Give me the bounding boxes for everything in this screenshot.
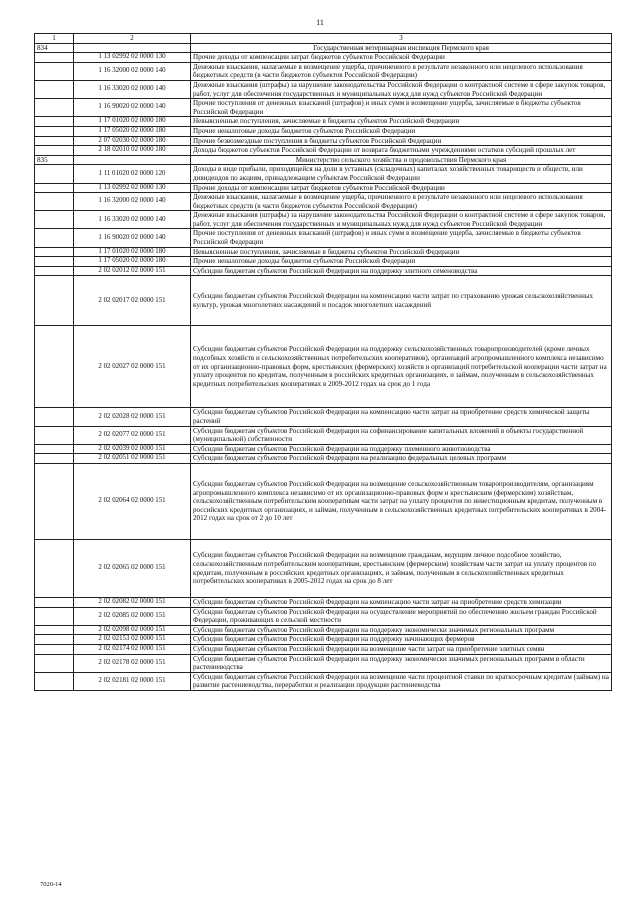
income-name-cell: Субсидии бюджетам субъектов Российской Федерации на поддержку начинающих фермеров: [191, 635, 612, 645]
org-header-row: [35, 43, 612, 53]
admin-code-cell: [35, 598, 74, 608]
admin-code-cell: [35, 80, 74, 98]
table-row: [35, 247, 612, 257]
income-name-cell: Субсидии бюджетам субъектов Российской Федерации на поддержку элитного семеноводства: [191, 266, 612, 276]
admin-code-cell: [35, 183, 74, 193]
table-row: [35, 62, 612, 80]
income-name-cell: Денежные взыскания, налагаемые в возмещение ущерба, причиненного в результате незаконного или нецелевого использования бюджетных средств (в части бюджетов субъектов Российской Федерации): [191, 62, 612, 80]
table-row: [35, 117, 612, 127]
admin-code-cell: [35, 136, 74, 146]
income-name-cell: Доходы в виде прибыли, приходящейся на доли в уставных (складочных) капиталах хозяйственных товариществ и обществ, или дивидендов по акциям, принадлежащим субъектам Российской Федерации: [191, 165, 612, 183]
income-name-cell: Прочие доходы от компенсации затрат бюджетов субъектов Российской Федерации: [191, 53, 612, 63]
income-code-cell: 2 02 02027 02 0000 151: [74, 326, 191, 408]
income-name-cell: Невыясненные поступления, зачисляемые в бюджеты субъектов Российской Федерации: [191, 117, 612, 127]
table-row: [35, 540, 612, 598]
admin-code-cell: [35, 62, 74, 80]
table-row: [35, 408, 612, 426]
admin-code-cell: [35, 53, 74, 63]
table-row: [35, 136, 612, 146]
income-code-cell: 2 02 02174 02 0000 151: [74, 644, 191, 654]
income-name-cell: Прочие поступления от денежных взысканий (штрафов) и иных сумм в возмещение ущерба, зачисляемые в бюджеты субъектов Российской Федерации: [191, 99, 612, 117]
income-name-cell: Субсидии бюджетам субъектов Российской Федерации на компенсацию части затрат на приобретение средств химической защиты растений: [191, 408, 612, 426]
table-row: [35, 53, 612, 63]
table-row: [35, 193, 612, 211]
income-name-cell: Денежные взыскания (штрафы) за нарушение законодательства Российской Федерации о контрактной системе в сфере закупок товаров, работ, услуг для обеспечения государственных и муниципальных нужд для нужд субъектов Российской Федерации: [191, 211, 612, 229]
income-code-cell: 1 17 05020 02 0000 180: [74, 126, 191, 136]
admin-code-cell: [35, 165, 74, 183]
income-name-cell: Субсидии бюджетам субъектов Российской Федерации на возмещение части процентной ставки по краткосрочным кредитам (займам) на развитие растениеводства, переработки и реализации продукции растениеводства: [191, 672, 612, 690]
header-col-1: 1: [35, 34, 74, 44]
admin-code-cell: 834: [35, 43, 74, 53]
table-row: [35, 211, 612, 229]
header-col-2: 2: [74, 34, 191, 44]
income-name-cell: Прочие безвозмездные поступления в бюджеты субъектов Российской Федерации: [191, 136, 612, 146]
table-body: [35, 34, 612, 691]
income-code-cell: 2 02 02051 02 0000 151: [74, 454, 191, 464]
income-code-cell: 1 16 32000 02 0000 140: [74, 193, 191, 211]
income-code-cell: [74, 43, 191, 53]
admin-code-cell: [35, 672, 74, 690]
table-row: [35, 607, 612, 625]
table-row: [35, 464, 612, 540]
income-name-cell: Субсидии бюджетам субъектов Российской Федерации на возмещение гражданам, ведущим личное подсобное хозяйство, сельскохозяйственным потребительским кооперативам, крестьянским (фермерским) хозяйствам части затрат на уплату процентов по кредитам, полученным в российских кредитных организациях, и займам, полученным в сельскохозяйственных кредитных потребительских кооперативах в 2005-2012 годах на срок до 8 лет: [191, 540, 612, 598]
admin-code-cell: [35, 654, 74, 672]
admin-code-cell: [35, 464, 74, 540]
income-name-cell: Денежные взыскания, налагаемые в возмещение ущерба, причиненного в результате незаконного или нецелевого использования бюджетных средств (в части бюджетов субъектов Российской Федерации): [191, 193, 612, 211]
revenue-codes-table: [34, 33, 612, 691]
income-name-cell: Субсидии бюджетам субъектов Российской Федерации на компенсацию части затрат по страхованию урожая сельскохозяйственных культур, урожая многолетних насаждений и посадок многолетних насаждений: [191, 276, 612, 326]
table-row: [35, 672, 612, 690]
income-code-cell: 1 13 02992 02 0000 130: [74, 53, 191, 63]
admin-code-cell: [35, 326, 74, 408]
income-code-cell: 1 16 90020 02 0000 140: [74, 99, 191, 117]
admin-code-cell: [35, 257, 74, 267]
income-code-cell: 1 16 90020 02 0000 140: [74, 229, 191, 247]
income-code-cell: 2 02 02153 02 0000 151: [74, 635, 191, 645]
income-name-cell: Министерство сельского хозяйства и продовольствия Пермского края: [191, 155, 612, 165]
income-name-cell: Государственная ветеринарная инспекция Пермского края: [191, 43, 612, 53]
table-row: [35, 635, 612, 645]
income-name-cell: Прочие неналоговые доходы бюджетов субъектов Российской Федерации: [191, 257, 612, 267]
admin-code-cell: [35, 635, 74, 645]
admin-code-cell: [35, 444, 74, 454]
income-name-cell: Субсидии бюджетам субъектов Российской Федерации на возмещение сельскохозяйственным товаропроизводителям, организациям агропромышленного комплекса независимо от их организационно-правовых форм и крестьянским (фермерским) хозяйствам, сельскохозяйственным потребительским кооперативам части затрат на уплату процентов по инвестиционным кредитам, полученным в российских кредитных организациях, и займам, полученным в сельскохозяйственных кредитных потребительских кооперативах в 2004-2012 годах на срок от 2 до 10 лет: [191, 464, 612, 540]
table-row: [35, 229, 612, 247]
admin-code-cell: 835: [35, 155, 74, 165]
table-row: [35, 326, 612, 408]
admin-code-cell: [35, 607, 74, 625]
income-code-cell: 1 13 02992 02 0000 130: [74, 183, 191, 193]
income-code-cell: 2 02 02085 02 0000 151: [74, 607, 191, 625]
income-name-cell: Субсидии бюджетам субъектов Российской Федерации на поддержку племенного животноводства: [191, 444, 612, 454]
income-code-cell: 2 02 02098 02 0000 151: [74, 625, 191, 635]
income-name-cell: Субсидии бюджетам субъектов Российской Федерации на поддержку сельскохозяйственных товаропроизводителей (кроме личных подсобных хозяйств и сельскохозяйственных потребительских кооперативов), организаций агропромышленного комплекса независимо от их организационно-правовых форм, крестьянских (фермерских) хозяйств и организаций потребительской кооперации части затрат на уплату процентов по кредитам, полученным в российских кредитных организациях, и займам, полученным в сельскохозяйственных кредитных потребительских кооперативах в 2009-2012 годах на срок до 1 года: [191, 326, 612, 408]
income-name-cell: Субсидии бюджетам субъектов Российской Федерации на поддержку экономически значимых региональных программ в области растениеводства: [191, 654, 612, 672]
table-row: [35, 183, 612, 193]
income-code-cell: 2 02 02181 02 0000 151: [74, 672, 191, 690]
table-row: [35, 257, 612, 267]
admin-code-cell: [35, 117, 74, 127]
income-code-cell: 2 07 02030 02 0000 180: [74, 136, 191, 146]
income-code-cell: 2 02 02039 02 0000 151: [74, 444, 191, 454]
income-name-cell: Прочие неналоговые доходы бюджетов субъектов Российской Федерации: [191, 126, 612, 136]
admin-code-cell: [35, 211, 74, 229]
income-name-cell: Субсидии бюджетам субъектов Российской Федерации на поддержку экономически значимых региональных программ: [191, 625, 612, 635]
income-name-cell: Субсидии бюджетам субъектов Российской Федерации на возмещение части затрат на приобретение элитных семян: [191, 644, 612, 654]
admin-code-cell: [35, 126, 74, 136]
admin-code-cell: [35, 99, 74, 117]
income-name-cell: Невыясненные поступления, зачисляемые в бюджеты субъектов Российской Федерации: [191, 247, 612, 257]
income-code-cell: 1 17 01020 02 0000 180: [74, 247, 191, 257]
income-name-cell: Субсидии бюджетам субъектов Российской Федерации на осуществление мероприятий по обеспечению жильем граждан Российской Федерации, проживающих в сельской местности: [191, 607, 612, 625]
income-code-cell: 2 02 02064 02 0000 151: [74, 464, 191, 540]
admin-code-cell: [35, 644, 74, 654]
table-row: [35, 598, 612, 608]
income-name-cell: Субсидии бюджетам субъектов Российской Федерации на софинансирование капитальных вложений в объекты государственной (муниципальной) собственности: [191, 426, 612, 444]
table-header-row: [35, 34, 612, 44]
table-row: [35, 654, 612, 672]
income-code-cell: 2 02 02065 02 0000 151: [74, 540, 191, 598]
admin-code-cell: [35, 625, 74, 635]
income-code-cell: 1 16 33020 02 0000 140: [74, 211, 191, 229]
admin-code-cell: [35, 540, 74, 598]
income-code-cell: 1 17 01020 02 0000 180: [74, 117, 191, 127]
income-code-cell: 2 02 02178 02 0000 151: [74, 654, 191, 672]
income-code-cell: 2 02 02082 02 0000 151: [74, 598, 191, 608]
income-code-cell: 2 02 02012 02 0000 151: [74, 266, 191, 276]
table-row: [35, 80, 612, 98]
income-name-cell: Прочие поступления от денежных взысканий (штрафов) и иных сумм в возмещение ущерба, зачисляемые в бюджеты субъектов Российской Федерации: [191, 229, 612, 247]
table-row: [35, 444, 612, 454]
income-code-cell: 2 02 02028 02 0000 151: [74, 408, 191, 426]
header-col-3: 3: [191, 34, 612, 44]
income-name-cell: Субсидии бюджетам субъектов Российской Федерации на реализацию федеральных целевых программ: [191, 454, 612, 464]
admin-code-cell: [35, 193, 74, 211]
table-row: [35, 99, 612, 117]
table-row: [35, 126, 612, 136]
income-code-cell: 2 02 02017 02 0000 151: [74, 276, 191, 326]
org-header-row: [35, 155, 612, 165]
table-row: [35, 276, 612, 326]
table-row: [35, 454, 612, 464]
income-code-cell: [74, 155, 191, 165]
income-code-cell: 1 16 32000 02 0000 140: [74, 62, 191, 80]
admin-code-cell: [35, 276, 74, 326]
income-name-cell: Денежные взыскания (штрафы) за нарушение законодательства Российской Федерации о контрактной системе в сфере закупок товаров, работ, услуг для обеспечения государственных и муниципальных нужд для нужд субъектов Российской Федерации: [191, 80, 612, 98]
table-row: [35, 165, 612, 183]
admin-code-cell: [35, 229, 74, 247]
table-row: [35, 266, 612, 276]
page-number: 11: [316, 18, 324, 27]
income-name-cell: Субсидии бюджетам субъектов Российской Федерации на компенсацию части затрат на приобретение средств химизации: [191, 598, 612, 608]
admin-code-cell: [35, 426, 74, 444]
admin-code-cell: [35, 247, 74, 257]
admin-code-cell: [35, 454, 74, 464]
table-row: [35, 644, 612, 654]
income-code-cell: 1 17 05020 02 0000 180: [74, 257, 191, 267]
admin-code-cell: [35, 266, 74, 276]
footer-code: 7020-14: [40, 881, 62, 888]
income-code-cell: 1 11 01020 02 0000 120: [74, 165, 191, 183]
income-code-cell: 2 02 02077 02 0000 151: [74, 426, 191, 444]
income-name-cell: Прочие доходы от компенсации затрат бюджетов субъектов Российской Федерации: [191, 183, 612, 193]
income-code-cell: 2 18 02010 02 0000 180: [74, 146, 191, 156]
table-row: [35, 426, 612, 444]
admin-code-cell: [35, 408, 74, 426]
table-row: [35, 146, 612, 156]
table-row: [35, 625, 612, 635]
income-code-cell: 1 16 33020 02 0000 140: [74, 80, 191, 98]
admin-code-cell: [35, 146, 74, 156]
income-name-cell: Доходы бюджетов субъектов Российской Федерации от возврата бюджетными учреждениями остатков субсидий прошлых лет: [191, 146, 612, 156]
